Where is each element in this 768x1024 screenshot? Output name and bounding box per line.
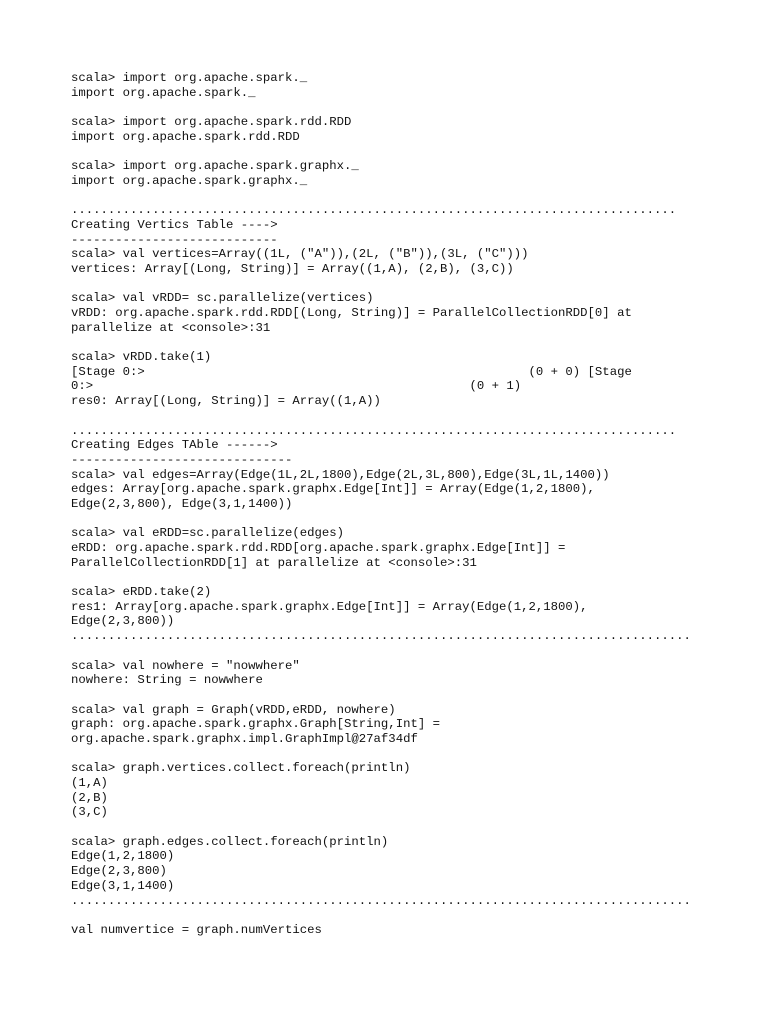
repl-command-line: scala> val eRDD=sc.parallelize(edges) [71, 526, 345, 541]
blank-line [71, 277, 711, 292]
output-line: Edge(2,3,800) [71, 864, 167, 879]
output-line: ParallelCollectionRDD[1] at parallelize at <console>:31 [71, 555, 477, 570]
output-line: eRDD: org.apache.spark.rdd.RDD[org.apache.spark.graphx.Edge[Int]] = [71, 541, 566, 555]
output-line: import org.apache.spark._ [71, 85, 256, 100]
output-line: org.apache.spark.graphx.impl.GraphImpl@27af34df [71, 731, 418, 746]
repl-command-line: scala> graph.edges.collect.foreach(println) [71, 834, 389, 849]
output-line: (1,A) [71, 776, 108, 790]
output-line: Edge(2,3,800)) [71, 614, 175, 629]
repl-command-line: scala> val vertices=Array((1L, ("A")),(2L, ("B")),(3L, ("C"))) [71, 247, 529, 262]
repl-command-line: scala> import org.apache.spark.graphx._ [71, 159, 359, 174]
blank-line [71, 688, 711, 703]
output-line: val numvertice = graph.numVertices [71, 922, 322, 937]
blank-line [71, 908, 711, 923]
blank-line [71, 512, 711, 527]
blank-line [71, 644, 711, 659]
blank-line [71, 570, 711, 585]
output-line: nowhere: String = nowwhere [71, 673, 263, 688]
repl-command-line: scala> val graph = Graph(vRDD,eRDD, nowhere) [71, 702, 396, 717]
blank-line [71, 747, 711, 762]
repl-command-line: scala> graph.vertices.collect.foreach(println) [71, 761, 411, 776]
repl-command-line: scala> import org.apache.spark.rdd.RDD [71, 115, 352, 130]
output-line: res1: Array[org.apache.spark.graphx.Edge[Int]] = Array(Edge(1,2,1800), [71, 599, 588, 614]
output-line: (3,C) [71, 805, 108, 820]
repl-command-line: scala> val edges=Array(Edge(1L,2L,1800),Edge(2L,3L,800),Edge(3L,1L,1400)) [71, 467, 610, 482]
blank-line [71, 820, 711, 835]
output-line: Edge(3,1,1400) [71, 878, 175, 893]
repl-command-line: scala> eRDD.take(2) [71, 585, 212, 600]
blank-line [71, 335, 711, 350]
repl-command-line: scala> import org.apache.spark._ [71, 71, 308, 85]
output-line: Edge(1,2,1800) [71, 849, 175, 864]
output-line: edges: Array[org.apache.spark.graphx.Edge[Int]] = Array(Edge(1,2,1800), [71, 482, 595, 497]
blank-line [71, 189, 711, 204]
output-line: parallelize at <console>:31 [71, 320, 271, 335]
output-line: vertices: Array[(Long, String)] = Array((1,A), (2,B), (3,C)) [71, 261, 514, 276]
output-line: Creating Vertics Table ----> [71, 217, 278, 232]
output-line: 0:> (0 + 1) [71, 379, 522, 394]
dashed-underline: ---------------------------- [71, 232, 278, 247]
output-line: (2,B) [71, 790, 108, 805]
dotted-separator: .................................................................................. [71, 203, 677, 218]
dotted-separator: .................................................................................... [71, 629, 691, 644]
output-line: Edge(2,3,800), Edge(3,1,1400)) [71, 496, 293, 511]
blank-line [71, 144, 711, 159]
output-line: res0: Array[(Long, String)] = Array((1,A)) [71, 394, 381, 409]
output-line: import org.apache.spark.rdd.RDD [71, 129, 300, 144]
document-page [71, 71, 711, 938]
output-line: Creating Edges TAble ------> [71, 438, 278, 453]
dashed-underline: ------------------------------ [71, 452, 293, 467]
dotted-separator: .................................................................................. [71, 423, 677, 438]
output-line: vRDD: org.apache.spark.rdd.RDD[(Long, String)] = ParallelCollectionRDD[0] at [71, 306, 632, 320]
repl-command-line: scala> vRDD.take(1) [71, 350, 212, 365]
blank-line [71, 100, 711, 115]
dotted-separator: .................................................................................... [71, 893, 691, 908]
blank-line [71, 409, 711, 424]
output-line: import org.apache.spark.graphx._ [71, 173, 308, 188]
output-line: [Stage 0:> (0 + 0) [Stage [71, 364, 632, 379]
repl-command-line: scala> val nowhere = "nowwhere" [71, 658, 300, 673]
output-line: graph: org.apache.spark.graphx.Graph[String,Int] = [71, 717, 440, 732]
repl-command-line: scala> val vRDD= sc.parallelize(vertices) [71, 291, 374, 306]
